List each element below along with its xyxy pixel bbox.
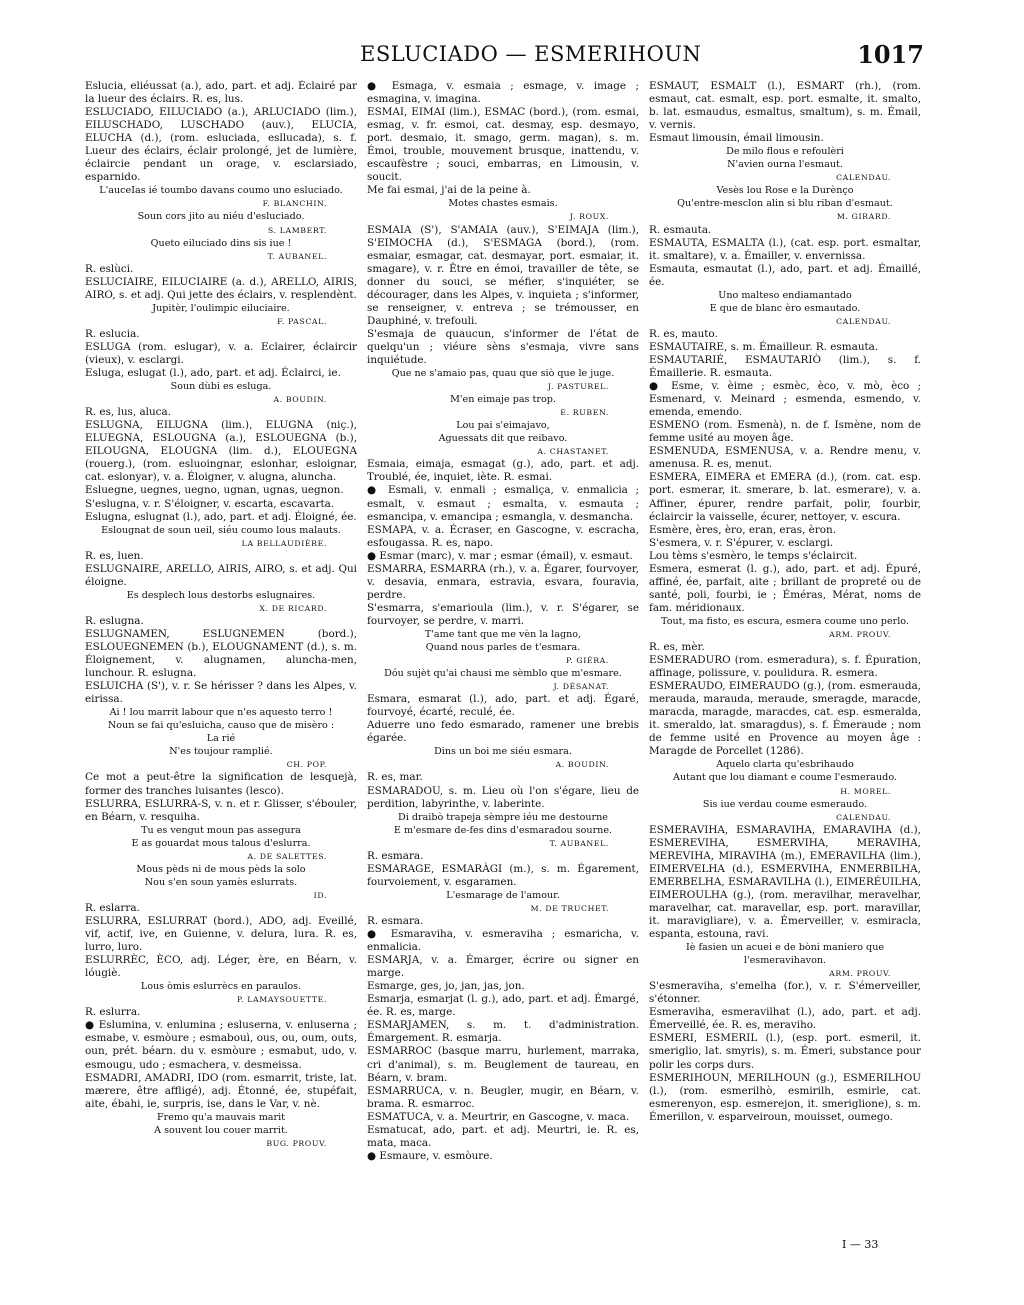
quotation-line: Que ne s'amaio pas, quau que siò que le juge. [391, 368, 615, 380]
quotation-line: E que de blanc èro esmautado. [709, 302, 861, 314]
dictionary-entry: ESMAUT, ESMALT (l.), ESMART (rh.), (rom. esmaut, cat. esmalt, esp. port. esmalte, it. smalto, b. lat. esmaudus, esmaltus, smaltum), s. m. Émail, v. vernis. [649, 80, 921, 132]
dictionary-entry: Esluegne, uegnes, uegno, ugnan, ugnas, uegnon. [85, 484, 344, 497]
dictionary-entry: Esluga, eslugat (l.), ado, part. et adj. Éclairci, ie. [85, 367, 341, 380]
dictionary-entry: Esmère, ères, èro, eran, eras, èron. [649, 523, 837, 536]
page-number: 1017 [857, 40, 924, 69]
quotation-author: P. LAMAYSOUETTE. [236, 995, 327, 1005]
quotation-author: CH. POP. [286, 760, 327, 770]
dictionary-entry: S'esmarra, s'emarioula (lim.), v. r. S'égarer, se fourvoyer, se perdre, v. marri. [367, 601, 639, 627]
column-right [649, 80, 921, 1250]
quotation-line: Tout, ma fisto, es escura, esmera coume uno perlo. [661, 615, 909, 627]
quotation-line: Noun se fai qu'esluicha, causo que de misèro : [107, 720, 335, 732]
quotation-line: Fremo qu'a mauvais marit [156, 1111, 286, 1123]
quotation-author: H. MOREL. [840, 786, 891, 796]
dictionary-entry: Eslugna, eslugnat (l.), ado, part. et adj. Éloigné, ée. [85, 510, 357, 523]
quotation-line: A souvent lou couer marrit. [154, 1124, 288, 1136]
dictionary-entry: S'esmaja de quaucun, s'informer de l'état de quelqu'un ; viéure sèns s'esmaja, vivre sans inquiétude. [367, 327, 639, 366]
dictionary-entry: ESLUGNAIRE, ARELLO, AIRIS, AIRO, s. et adj. Qui éloigne. [85, 562, 357, 588]
dictionary-entry: R. eslùci. [85, 262, 134, 275]
dictionary-entry: Esmara, esmarat (l.), ado, part. et adj. Égaré, fourvoyé, écarté, reculé, ée. [367, 693, 639, 719]
quotation-author: P. GIÉRA. [565, 656, 609, 666]
dictionary-entry: ● Esmali, v. enmali ; esmaliça, v. enmalicia ; esmalt, v. esmaut ; esmalta, v. esmauta ; esmancipa, v. emancipa ; esmangla, v. desmancha. [367, 484, 639, 523]
quotation-author: M. GIRARD. [836, 212, 891, 222]
dictionary-entry: R. es, mauto. [649, 327, 718, 340]
dictionary-entry: Esmarja, esmarjat (l. g.), ado, part. et adj. Émargé, ée. R. es, marge. [367, 993, 639, 1019]
dictionary-entry: ESMARROC (basque marru, hurlement, marraka, cri d'animal), s. m. Beuglement de taureau, en Béarn, v. bram. [367, 1045, 639, 1084]
quotation-line: Iè fasien un acuei e de bòni maniero que l'esmeravihavon. [685, 942, 885, 967]
quotation-author: CALENDAU. [836, 173, 891, 183]
quotation-line: Qu'entre-mesclon alin si blu riban d'esmaut. [677, 198, 893, 210]
quotation-line: Eslougnat de soun ueil, siéu coumo lous malauts. [101, 524, 341, 536]
dictionary-entry: ESMERAUDO, EIMERAUDO (g.), (rom. esmerauda, merauda, marauda, meraude, smeragde, maracde, maracda, maragde, maracdes, cat. esp. esmeralda, it. smeraldo, lat. smaragdus), s. f. Émeraude ; nom de femme usité en Provence au moyen âge : Maragde de Porcellet (1286). [649, 680, 921, 758]
dictionary-entry: ● Esme, v. èime ; esmèc, èco, v. mò, èco ; Esmenard, v. Meinard ; esmenda, esmendo, v. emenda, emendo. [649, 380, 921, 419]
dictionary-entry: Eslucia, eliéussat (a.), ado, part. et adj. Éclairé par la lueur des éclairs. R. es, lus. [85, 80, 357, 106]
dictionary-entry: ESMARRA, ESMARRA (rh.), v. a. Égarer, fourvoyer, v. desavia, enmara, estravia, esvara, fouravia, perdre. [367, 562, 639, 601]
quotation-author: J. DÉSANAT. [553, 682, 609, 692]
quotation-line: Motes chastes esmais. [448, 198, 558, 210]
dictionary-entry: Esmaia, eimaja, esmagat (g.), ado, part. et adj. Troublé, ée, inquiet, iète. R. esmai. [367, 458, 639, 484]
page-title: ESLUCIADO — ESMERIHOUN [360, 42, 702, 66]
quotation-line: Es desplech lous destorbs eslugnaires. [126, 589, 316, 601]
dictionary-entry: ● Esmar (marc), v. mar ; esmar (émail), v. esmaut. [367, 549, 633, 562]
dictionary-entry: ESLURRÈC, ÈCO, adj. Léger, ère, en Béarn, v. lóugiè. [85, 954, 357, 980]
dictionary-entry: ESMERADURO (rom. esmeradura), s. f. Épuration, affinage, polissure, v. poulidura. R. esmera. [649, 654, 921, 680]
quotation-author: CALENDAU. [836, 316, 891, 326]
quotation-line: La rié [206, 733, 236, 745]
dictionary-entry: ESMERA, EIMERA et EMERA (d.), (rom. cat. esp. port. esmerar, it. smerare, b. lat. esmerare), v. a. Affiner, épurer, rendre parfait, polir, fourbir, éclaircir la vaisselle, écurer, nettoyer, v. escura. [649, 471, 921, 523]
quotation-line: Lou pai s'eimajavo, [456, 420, 550, 432]
quotation-author: J. PASTUREL. [547, 382, 609, 392]
dictionary-entry: S'esmeraviha, s'emelha (for.), v. r. S'émerveiller, s'étonner. [649, 980, 921, 1006]
dictionary-entry: Me fai esmai, j'ai de la peine à. [367, 184, 531, 197]
dictionary-entry: R. es, mar. [367, 771, 423, 784]
dictionary-entry: ESMARAGE, ESMARÀGI (m.), s. m. Égarement, fourvoiement, v. esgaramen. [367, 862, 639, 888]
signature-mark: I — 33 [842, 1238, 879, 1251]
quotation-line: Soun cors jito au niéu d'esluciado. [137, 211, 305, 223]
dictionary-entry: ESMAUTA, ESMALTA (l.), (cat. esp. port. esmaltar, it. smaltare), v. a. Émailler, v. envernissa. [649, 236, 921, 262]
quotation-author: A. CHASTANET. [537, 447, 609, 457]
dictionary-entry: Esmera, esmerat (l. g.), ado, part. et adj. Épuré, affiné, ée, parfait, aite ; brillant de propreté ou de santé, poli, fourbi, ie ; Éméras, Mérat, noms de fam. méridionaux. [649, 562, 921, 614]
dictionary-entry: ESLURRA, ESLURRAT (bord.), ADO, adj. Eveillé, vif, actif, ive, en Guienne, v. delura, lura. R. es, lurro, luro. [85, 915, 357, 954]
dictionary-entry: ESMARADOU, s. m. Lieu où l'on s'égare, lieu de perdition, labyrinthe, v. laberinte. [367, 784, 639, 810]
quotation-line: Vesès lou Rose e la Durènço [716, 185, 854, 197]
dictionary-entry: ESLUGNAMEN, ESLUGNEMEN (bord.), ESLOUEGNEMEN (b.), ELOUGNAMENT (d.), s. m. Éloignement, v. alugnamen, aluncha-men, lunchour. R. eslugna. [85, 627, 357, 680]
quotation-line: Autant que lou diamant e coume l'esmeraudo. [673, 772, 897, 784]
column-left [85, 80, 357, 1250]
dictionary-entry: R. es, mèr. [649, 641, 705, 654]
quotation-line: Dins un boi me siéu esmara. [434, 746, 572, 758]
quotation-line: T'ame tant que me vèn la lagno, [424, 628, 582, 640]
quotation-line: M'en eimaje pas trop. [450, 394, 556, 406]
dictionary-entry: Ce mot a peut-être la signification de lesquejà, former des tranches luisantes (lesco). [85, 771, 357, 797]
quotation-line: Tu es vengut moun pas assegura [141, 824, 301, 836]
quotation-author: ID. [313, 890, 327, 900]
quotation-line: Aquelo clarta qu'esbrihaudo [716, 759, 854, 771]
dictionary-entry: R. es, luen. [85, 549, 144, 562]
quotation-line: Di draibò trapeja sèmpre iéu me destourne [398, 811, 608, 823]
quotation-line: Jupitèr, l'oulimpic eiluciaire. [152, 302, 290, 314]
dictionary-entry: ESMAPA, v. a. Écraser, en Gascogne, v. escracha, esfougassa. R. es, napo. [367, 523, 639, 549]
quotation-line: Nou s'en soun yamès eslurrats. [144, 876, 298, 888]
dictionary-entry: S'eslugna, v. r. S'éloigner, v. escarta, escavarta. [85, 497, 335, 510]
quotation-line: L'auceIas ié toumbo davans coumo uno esluciado. [99, 185, 343, 197]
dictionary-entry: ESMENO (rom. Esmenà), n. de f. Ismène, nom de femme usité au moyen âge. [649, 419, 921, 445]
page-header [0, 42, 1024, 78]
dictionary-entry: ● Esmaraviha, v. esmeraviha ; esmaricha, v. enmalicia. [367, 928, 639, 954]
dictionary-entry: ESMADRI, AMADRI, IDO (rom. esmarrit, triste, lat. mærere, être affligé), adj. Étonné, ée, stupéfait, aite, ébahi, ie, surpris, ise, dans le Var, v. nè. [85, 1071, 357, 1110]
dictionary-entry: ESMARRUCA, v. n. Beugler, mugir, en Béarn, v. brama. R. esmarroc. [367, 1084, 639, 1110]
quotation-author: LA BELLAUDIÈRE. [241, 538, 327, 548]
dictionary-entry: ESLUCIAIRE, EILUCIAIRE (a. d.), ARELLO, AIRIS, AIRO, s. et adj. Qui jette des éclairs, v. resplendènt. [85, 275, 357, 301]
quotation-line: Lous òmis eslurrècs en paraulos. [140, 981, 302, 993]
dictionary-entry: ESMARJA, v. a. Émarger, écrire ou signer en marge. [367, 954, 639, 980]
dictionary-entry: Lou tèms s'esmèro, le temps s'éclaircit. [649, 549, 858, 562]
dictionary-entry: ● Esmaure, v. esmòure. [367, 1149, 493, 1162]
dictionary-entry: Aduerre uno fedo esmarado, ramener une brebis égarée. [367, 719, 639, 745]
dictionary-entry: ● Eslumina, v. enlumina ; esluserna, v. enluserna ; esmabe, v. esmòure ; esmabouì, ous, ou, oum, outs, oun, prét. béarn. du v. esmòure ; esmabut, udo, v. esmougu, udo ; esmachera, v. desmeissa. [85, 1019, 357, 1071]
dictionary-entry: ESLURRA, ESLURRA-S, v. n. et r. Glisser, s'ébouler, en Béarn, v. resquiha. [85, 797, 357, 823]
quotation-author: CALENDAU. [836, 812, 891, 822]
dictionary-entry: ● Esmaga, v. esmaia ; esmage, v. image ; esmagina, v. imagina. [367, 80, 639, 106]
quotation-author: E. RUBEN. [560, 408, 609, 418]
quotation-line: Uno malteso endiamantado [718, 289, 852, 301]
dictionary-entry: ESLUCIADO, EILUCIADO (a.), ARLUCIADO (lim.), EILUSCHADO, LUSCHADO (auv.), ELUCIA, ELUCHA (d.), (rom. esluciada, esllucada), s. f. Lueur des éclairs, éclair prolongé, jet de lumière, éclaircie pendant un orage, v. esclarsiado, esparnido. [85, 106, 357, 184]
quotation-line: N'avien ourna l'esmaut. [727, 159, 843, 171]
dictionary-entry: ESLUICHA (S'), v. r. Se hérisser ? dans les Alpes, v. eirissa. [85, 680, 357, 706]
dictionary-entry: R. esmara. [367, 915, 424, 927]
quotation-author: A. DE SALETTES. [247, 851, 327, 861]
quotation-author: BUG. PROUV. [266, 1138, 327, 1148]
dictionary-entry: ESMARJAMEN, s. m. t. d'administration. Émargement. R. esmarja. [367, 1019, 639, 1045]
dictionary-entry: ESLUGNA, EILUGNA (lim.), ELUGNA (niç.), ELUEGNA, ESLOUGNA (a.), ESLOUEGNA (b.), EILOUGNA, ELOUGNA (lim. d.), ELOUEGNA (rouerg.), (rom. esluoingnar, eslonhar, esloignar, cat. eslonyar), v. a. Éloigner, v. alugna, aluncha. [85, 419, 357, 484]
dictionary-entry: R. eslarra. [85, 901, 140, 914]
quotation-author: F. PASCAL. [277, 316, 327, 326]
dictionary-entry: R. es, lus, aluca. [85, 406, 171, 419]
quotation-line: N'es toujour ramplié. [169, 746, 273, 758]
dictionary-entry: Esmatucat, ado, part. et adj. Meurtri, ie. R. es, mata, maca. [367, 1123, 639, 1149]
quotation-line: Dóu sujèt qu'ai chausi me sèmblo que m'esmare. [384, 668, 622, 680]
dictionary-entry: ESMERI, ESMERIL (l.), (esp. port. esmeril, it. smeriglio, lat. smyris), s. m. Émeri, substance pour polir les corps durs. [649, 1032, 921, 1071]
quotation-author: M. DE TRUCHET. [530, 903, 609, 913]
quotation-line: Quand nous parles de t'esmara. [425, 642, 581, 654]
column-middle [367, 80, 639, 1250]
dictionary-entry: ESMAUTARIÉ, ESMAUTARIÒ (lim.), s. f. Émaillerie. R. esmauta. [649, 353, 921, 380]
quotation-author: ARM. PROUV. [829, 629, 891, 639]
quotation-author: X. DE RICARD. [259, 603, 327, 613]
dictionary-entry: S'esmera, v. r. S'épurer, v. esclargi. [649, 536, 834, 549]
dictionary-entry: Esmauta, esmautat (l.), ado, part. et adj. Émaillé, ée. [649, 262, 921, 288]
quotation-author: A. BOUDIN. [555, 760, 609, 770]
quotation-line: De milo flous e refoulèri [726, 146, 844, 158]
dictionary-entry: R. eslucia. [85, 327, 140, 340]
dictionary-entry: ESMERAVIHA, ESMARAVIHA, EMARAVIHA (d.), ESMEREVIHA, ESMERVIHA, MERAVIHA, MEREVIHA, MIRAVIHA (m.), EMERAVILHA (lim.), EIMERVELHA (d.), ESMERVIHA, ENMERBILHA, EMERBELHA, ESMARAVILHA (l.), EIMERÉUILHA, EIMEROULHA (g.), (rom. meravilhar, meravelhar, maravelhar, cat. maravellar, esp. port. maravillar, it. maravigliare), v. a. Émerveiller, v. esmiracla, espanta, estouna, ravi. [649, 823, 921, 941]
dictionary-entry: ESMERIHOUN, MERILHOUN (g.), ESMERILHOU (l.), (rom. esmerilhò, esmirilh, esmirle, cat. esmerenyon, esp. esmerejon, it. smeriglione), s. m. Émerillon, v. esparveiroun, mouisset, oumego. [649, 1071, 921, 1123]
quotation-author: J. ROUX. [569, 212, 609, 222]
quotation-author: A. BOUDIN. [273, 395, 327, 405]
quotation-author: F. BLANCHIN. [262, 199, 327, 209]
quotation-author: T. AUBANEL. [267, 251, 327, 261]
quotation-line: Soun dùbi es esluga. [170, 381, 272, 393]
dictionary-entry: ESMAUTAIRE, s. m. Émailleur. R. esmauta. [649, 340, 879, 353]
quotation-line: Ai ! lou marrit labour que n'es aquesto terro ! [109, 707, 333, 719]
quotation-line: E as gouardat mous talous d'eslurra. [131, 837, 311, 849]
quotation-line: E m'esmare de-fes dins d'esmaradou sourne. [393, 824, 613, 836]
quotation-line: Aguessats dit que reibavo. [438, 433, 568, 445]
quotation-line: Sis iue verdau coume esmeraudo. [702, 798, 868, 810]
quotation-line: Mous pèds ni de mous pèds la solo [136, 863, 306, 875]
dictionary-entry: ESMENUDA, ESMENUSA, v. a. Rendre menu, v. amenusa. R. es, menut. [649, 445, 921, 471]
dictionary-entry: ESMATUCA, v. a. Meurtrir, en Gascogne, v. maca. [367, 1110, 630, 1123]
quotation-author: T. AUBANEL. [549, 838, 609, 848]
quotation-line: L'esmarage de l'amour. [446, 889, 560, 901]
dictionary-entry: R. esmara. [367, 849, 424, 862]
dictionary-entry: Esmeraviha, esmeravilhat (l.), ado, part. et adj. Émerveillé, ée. R. es, meraviho. [649, 1006, 921, 1032]
dictionary-entry: Esmarge, ges, jo, jan, jas, jon. [367, 980, 525, 993]
dictionary-entry: R. eslurra. [85, 1006, 141, 1019]
quotation-line: Queto eiluciado dins sis iue ! [150, 237, 292, 249]
dictionary-entry: ESLUGA (rom. eslugar), v. a. Eclairer, éclaircir (vieux), v. esclargi. [85, 340, 357, 366]
dictionary-entry: ESMAIA (S'), S'AMAIA (auv.), S'EIMAJA (lim.), S'EIMOCHA (d.), S'ESMAGA (bord.), (rom. esmaiar, esmagar, cat. desmayar, port. esmaiar, it. smagare), v. r. Être en émoi, travailler de tête, se donner du souci, se méfier, s'inquiéter, se décourager, dans les Alpes, v. inquieta ; s'informer, se renseigner, v. entreva ; se trémousser, en Dauphiné, v. trefouli. [367, 223, 639, 327]
dictionary-entry: Esmaut limousin, émail limousin. [649, 132, 824, 145]
quotation-author: ARM. PROUV. [829, 969, 891, 979]
dictionary-entry: ESMAI, EIMAI (lim.), ESMAC (bord.), (rom. esmai, esmag, v. fr. esmoi, cat. desmay, esp. desmayo, port. desmaio, it. smago, germ. magan), s. m. Émoi, trouble, mouvement brusque, inattendu, v. escaufèstre ; souci, embarras, en Limousin, v. soucit. [367, 106, 639, 184]
dictionary-entry: R. esmauta. [649, 223, 712, 236]
dictionary-entry: R. eslugna. [85, 614, 144, 627]
quotation-author: S. LAMBERT. [267, 225, 327, 235]
